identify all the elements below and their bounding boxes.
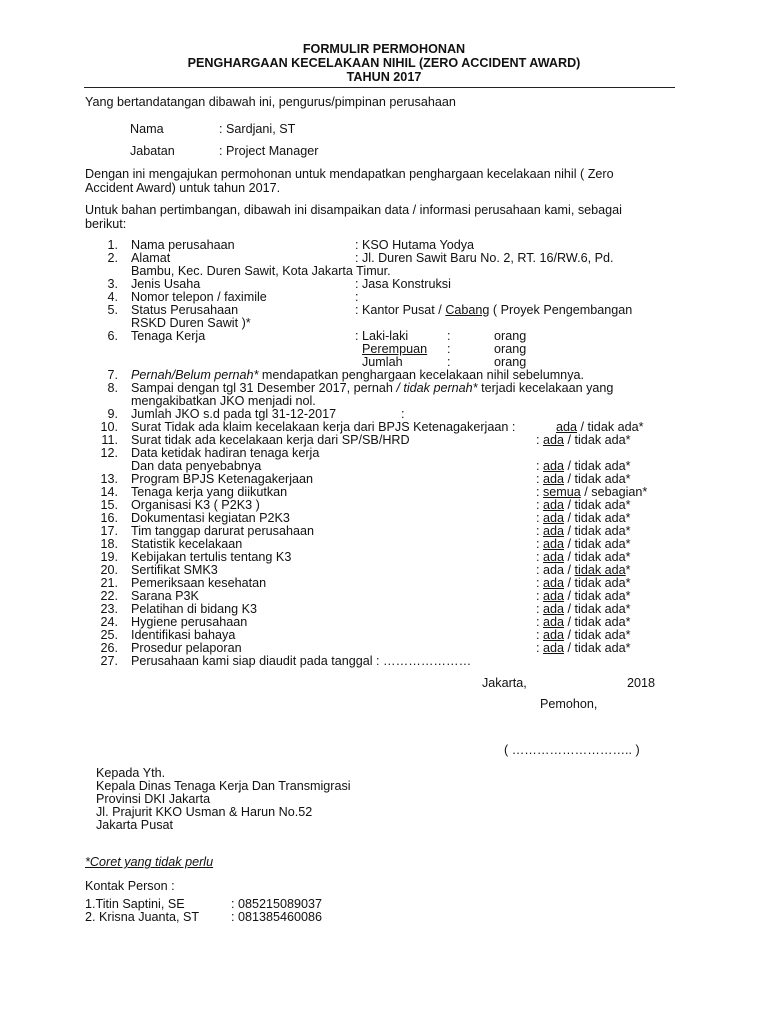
item-label: Alamat xyxy=(131,251,171,265)
item-option: : ada / tidak ada* xyxy=(536,589,631,603)
recipient-line: Kepala Dinas Tenaga Kerja Dan Transmigrasi xyxy=(96,779,351,793)
item-number: 22. xyxy=(100,589,118,603)
item-label: Pemeriksaan kesehatan xyxy=(131,576,267,590)
item-number: 21. xyxy=(100,576,118,590)
signature-pemohon: Pemohon, xyxy=(540,697,598,711)
item-label: Tenaga Kerja xyxy=(131,329,206,343)
jabatan-label: Jabatan xyxy=(130,144,175,158)
item-label: Pelatihan di bidang K3 xyxy=(131,602,258,616)
header-divider xyxy=(84,87,675,88)
item-label: Prosedur pelaporan xyxy=(131,641,242,655)
item-label: Program BPJS Ketenagakerjaan xyxy=(131,472,314,486)
item-label: Organisasi K3 ( P2K3 ) xyxy=(131,498,260,512)
item-option: : ada / tidak ada* xyxy=(536,550,631,564)
item-number: 13. xyxy=(100,472,118,486)
para2-line1: Untuk bahan pertimbangan, dibawah ini disampaikan data / informasi perusahaan kami, sebagai xyxy=(85,203,622,217)
workforce-male-unit: orang xyxy=(494,329,527,343)
item-number: 17. xyxy=(100,524,118,538)
contact-heading: Kontak Person : xyxy=(85,879,175,893)
item-number: 25. xyxy=(100,628,118,642)
item-value: : xyxy=(355,290,359,304)
recipient-line: Jl. Prajurit KKO Usman & Harun No.52 xyxy=(96,805,313,819)
workforce-male-label: : Laki-laki xyxy=(355,329,409,343)
item-label: Jenis Usaha xyxy=(131,277,201,291)
item-option: : ada / tidak ada* xyxy=(536,641,631,655)
form-title: FORMULIR PERMOHONAN xyxy=(302,42,466,56)
item-option: : semua / sebagian* xyxy=(536,485,648,499)
item-text: Pernah/Belum pernah* mendapatkan penghargaan kecelakaan nihil sebelumnya. xyxy=(131,368,584,382)
item-number: 20. xyxy=(100,563,118,577)
item-option: : ada / tidak ada* xyxy=(536,537,631,551)
item-text-continued: mengakibatkan JKO menjadi nol. xyxy=(131,394,316,408)
workforce-total-unit: orang xyxy=(494,355,527,369)
item-value: : KSO Hutama Yodya xyxy=(355,238,475,252)
selected-option: Cabang xyxy=(445,303,490,317)
item-label-continued: Dan data penyebabnya xyxy=(131,459,262,473)
contact-phone: : 085215089037 xyxy=(231,897,323,911)
item-option: : ada / tidak ada* xyxy=(536,563,631,577)
item-number: 9. xyxy=(107,407,118,421)
item-number: 26. xyxy=(100,641,118,655)
item-option: : ada / tidak ada* xyxy=(536,498,631,512)
item-label: Perusahaan kami siap diaudit pada tanggal : ………………… xyxy=(131,654,472,668)
item-label: Tim tanggap darurat perusahaan xyxy=(131,524,314,538)
item-label: Status Perusahaan xyxy=(131,303,239,317)
item-label: Sertifikat SMK3 xyxy=(131,563,218,577)
item-label: Kebijakan tertulis tentang K3 xyxy=(131,550,292,564)
para1-line2: Accident Award) untuk tahun 2017. xyxy=(85,181,281,195)
contact-name: 2. Krisna Juanta, ST xyxy=(85,910,200,924)
item-number: 6. xyxy=(107,329,118,343)
item-label: Jumlah JKO s.d pada tgl 31-12-2017 xyxy=(131,407,337,421)
item-label: Nomor telepon / faximile xyxy=(131,290,267,304)
contact-name: 1.Titin Saptini, SE xyxy=(85,897,185,911)
contact-phone: : 081385460086 xyxy=(231,910,323,924)
para2-line2: berikut: xyxy=(85,217,127,231)
item-number: 14. xyxy=(100,485,118,499)
intro-text: Yang bertandatangan dibawah ini, pengurus/pimpinan perusahaan xyxy=(85,95,456,109)
item-label: Hygiene perusahaan xyxy=(131,615,248,629)
item-number: 10. xyxy=(100,420,118,434)
item-number: 5. xyxy=(107,303,118,317)
item-label: Surat Tidak ada klaim kecelakaan kerja dari BPJS Ketenagakerjaan : xyxy=(131,420,516,434)
item-number: 23. xyxy=(100,602,118,616)
item-number: 1. xyxy=(107,238,118,252)
item-number: 11. xyxy=(101,433,118,447)
item-value: : xyxy=(401,407,405,421)
item-label: Sarana P3K xyxy=(131,589,199,603)
form-subtitle: PENGHARGAAN KECELAKAAN NIHIL (ZERO ACCIDENT AWARD) xyxy=(187,56,581,70)
item-option: : ada / tidak ada* xyxy=(536,615,631,629)
item-number: 4. xyxy=(107,290,118,304)
item-option: : ada / tidak ada* xyxy=(536,628,631,642)
item-number: 2. xyxy=(107,251,118,265)
item-number: 27. xyxy=(100,654,118,668)
recipient-line: Jakarta Pusat xyxy=(96,818,174,832)
item-option: : ada / tidak ada* xyxy=(536,602,631,616)
item-label: Nama perusahaan xyxy=(131,238,235,252)
item-value-continued: RSKD Duren Sawit )* xyxy=(131,316,251,330)
item-label: Dokumentasi kegiatan P2K3 xyxy=(131,511,290,525)
item-label: Surat tidak ada kecelakaan kerja dari SP/SB/HRD xyxy=(131,433,410,447)
item-value-continued: Bambu, Kec. Duren Sawit, Kota Jakarta Timur. xyxy=(131,264,391,278)
item-option: : ada / tidak ada* xyxy=(536,511,631,525)
nama-value: : Sardjani, ST xyxy=(219,122,296,136)
item-number: 8. xyxy=(107,381,118,395)
workforce-total-label: Jumlah xyxy=(362,355,403,369)
para1-line1: Dengan ini mengajukan permohonan untuk mendapatkan penghargaan kecelakaan nihil ( Zero xyxy=(85,167,614,181)
item-option: : ada / tidak ada* xyxy=(536,433,631,447)
colon: : xyxy=(447,329,451,343)
item-option: : ada / tidak ada* xyxy=(536,459,631,473)
item-number: 3. xyxy=(107,277,118,291)
item-number: 16. xyxy=(100,511,118,525)
item-number: 12. xyxy=(100,446,118,460)
signature-name-blank: ( ……………………….. ) xyxy=(504,743,640,757)
item-value: : Jasa Konstruksi xyxy=(355,277,451,291)
item-option: : ada / tidak ada* xyxy=(536,472,631,486)
workforce-female-row: Perempuan : orang xyxy=(362,342,527,356)
item-text: Sampai dengan tgl 31 Desember 2017, pernah / tidak pernah* terjadi kecelakaan yang xyxy=(131,381,614,395)
signature-place: Jakarta, xyxy=(482,676,527,690)
item-value: : Jl. Duren Sawit Baru No. 2, RT. 16/RW.6, Pd. xyxy=(355,251,614,265)
footnote: *Coret yang tidak perlu xyxy=(85,855,214,869)
colon: : xyxy=(447,355,451,369)
item-label: Data ketidak hadiran tenaga kerja xyxy=(131,446,320,460)
item-label: Tenaga kerja yang diikutkan xyxy=(131,485,288,499)
jabatan-value: : Project Manager xyxy=(219,144,319,158)
item-number: 18. xyxy=(100,537,118,551)
signature-year: 2018 xyxy=(627,676,656,690)
item-label: Statistik kecelakaan xyxy=(131,537,243,551)
item-option: ada / tidak ada* xyxy=(556,420,644,434)
form-year: TAHUN 2017 xyxy=(346,70,422,84)
item-value: : Kantor Pusat / Cabang ( Proyek Pengembangan xyxy=(355,303,633,317)
item-number: 7. xyxy=(107,368,118,382)
item-option: : ada / tidak ada* xyxy=(536,576,631,590)
recipient-line: Kepada Yth. xyxy=(96,766,166,780)
item-label: Identifikasi bahaya xyxy=(131,628,236,642)
recipient-line: Provinsi DKI Jakarta xyxy=(96,792,211,806)
item-number: 19. xyxy=(100,550,118,564)
item-number: 15. xyxy=(100,498,118,512)
item-number: 24. xyxy=(100,615,118,629)
nama-label: Nama xyxy=(130,122,164,136)
item-option: : ada / tidak ada* xyxy=(536,524,631,538)
